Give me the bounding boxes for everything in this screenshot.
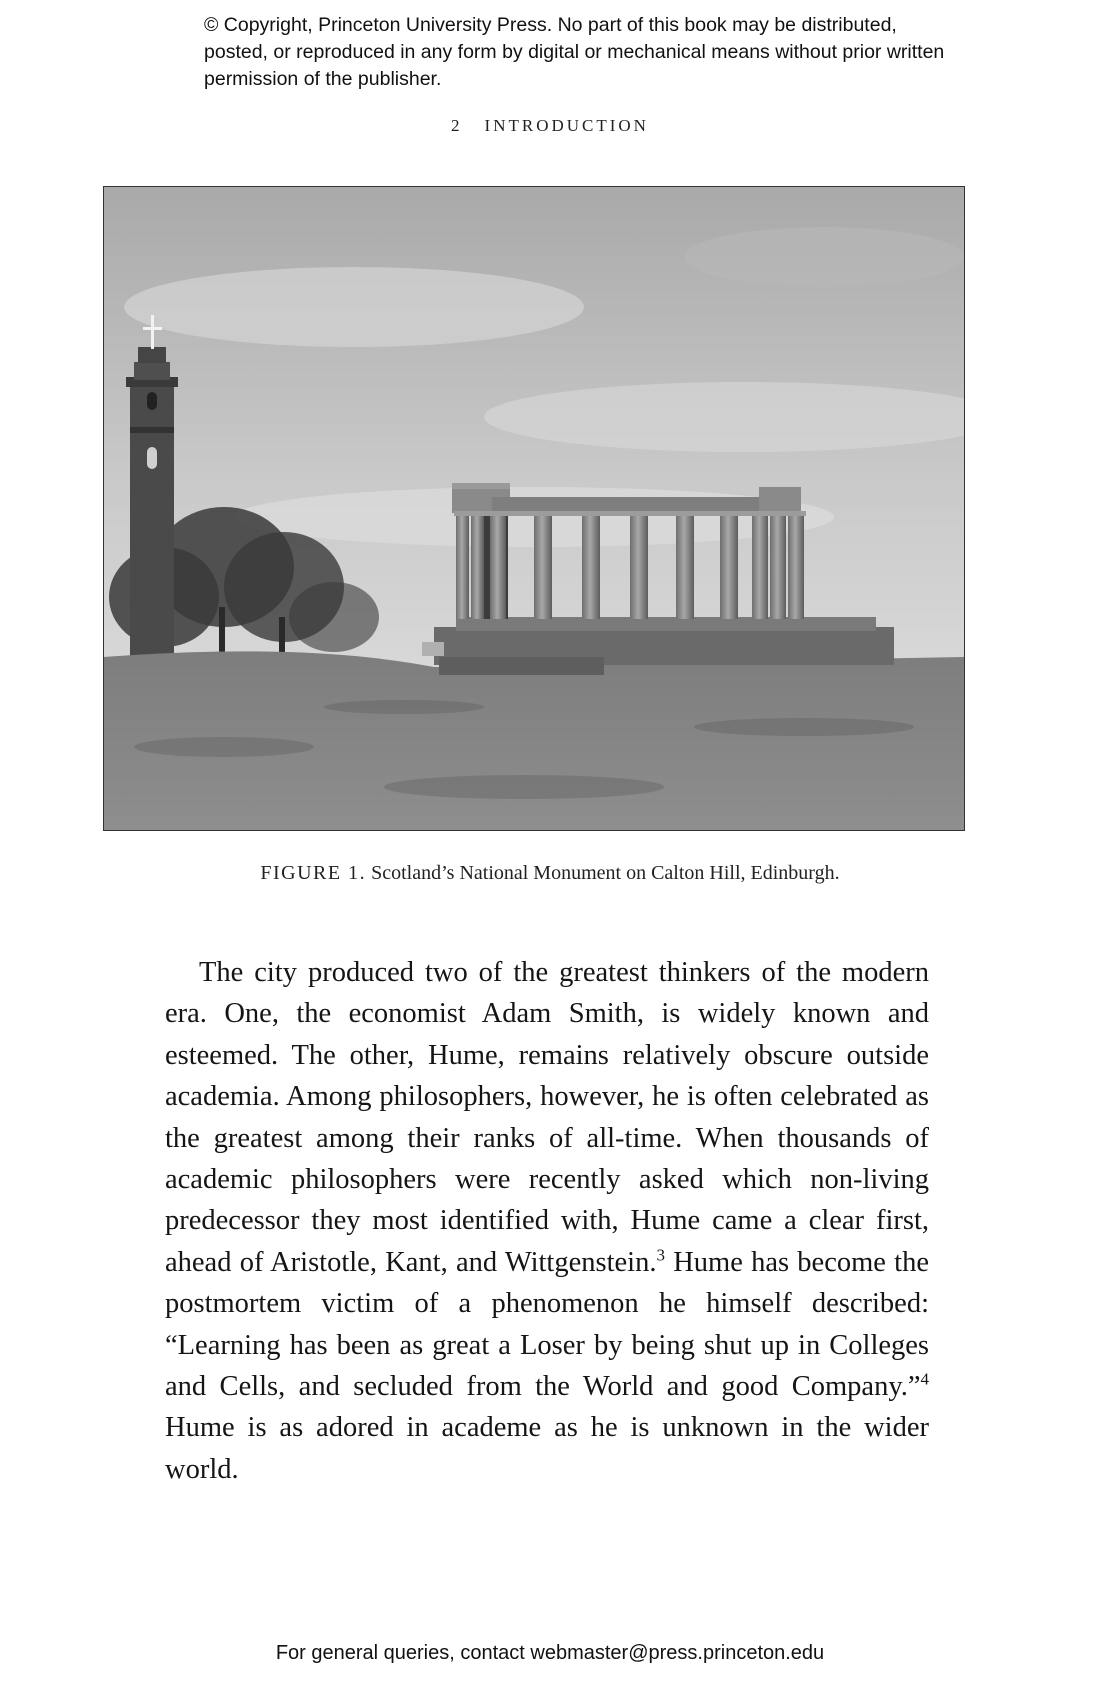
footer-contact: For general queries, contact webmaster@press.princeton.edu — [275, 1642, 825, 1664]
monument-illustration — [104, 187, 964, 830]
section-title: INTRODUCTION — [484, 116, 649, 135]
copyright-notice: © Copyright, Princeton University Press. No part of this book may be distributed, posted, or reproduced in any form by digital or mechanical means without prior written permission of the publisher. — [204, 14, 945, 90]
footnote-ref-4[interactable]: 4 — [920, 1369, 929, 1389]
footnote-ref-3[interactable]: 3 — [656, 1245, 665, 1265]
body-paragraph — [165, 952, 929, 1490]
paragraph-text-1: The city produced two of the greatest thinkers of the modern era. One, the economist Adam Smith, is widely known and esteemed. The other, Hume, remains relatively obscure outside academia. Among philosophers, however, he is often celebrated as the greatest among their ranks of all-time. When thousands of academic philosophers were recently asked which non-living predecessor they most identified with, Hume came a clear first, ahead of Aristotle, Kant, and Wittgenstein. — [165, 957, 929, 1278]
figure-label: FIGURE 1. — [260, 862, 367, 884]
figure-caption-text: Scotland’s National Monument on Calton Hill, Edinburgh. — [371, 862, 840, 884]
page-number: 2 — [451, 116, 463, 135]
running-head — [0, 116, 1100, 136]
figure-photo-national-monument — [103, 186, 965, 831]
paragraph-text-3: Hume is as adored in academe as he is unknown in the wider world. — [165, 1412, 929, 1485]
paragraph-text-2: Hume has become the postmortem victim of a phenomenon he himself described: “Learning has been as great a Loser by being shut up in Colleges and Cells, and secluded from the World and good Company.” — [165, 1246, 929, 1403]
figure-caption — [0, 862, 1100, 885]
